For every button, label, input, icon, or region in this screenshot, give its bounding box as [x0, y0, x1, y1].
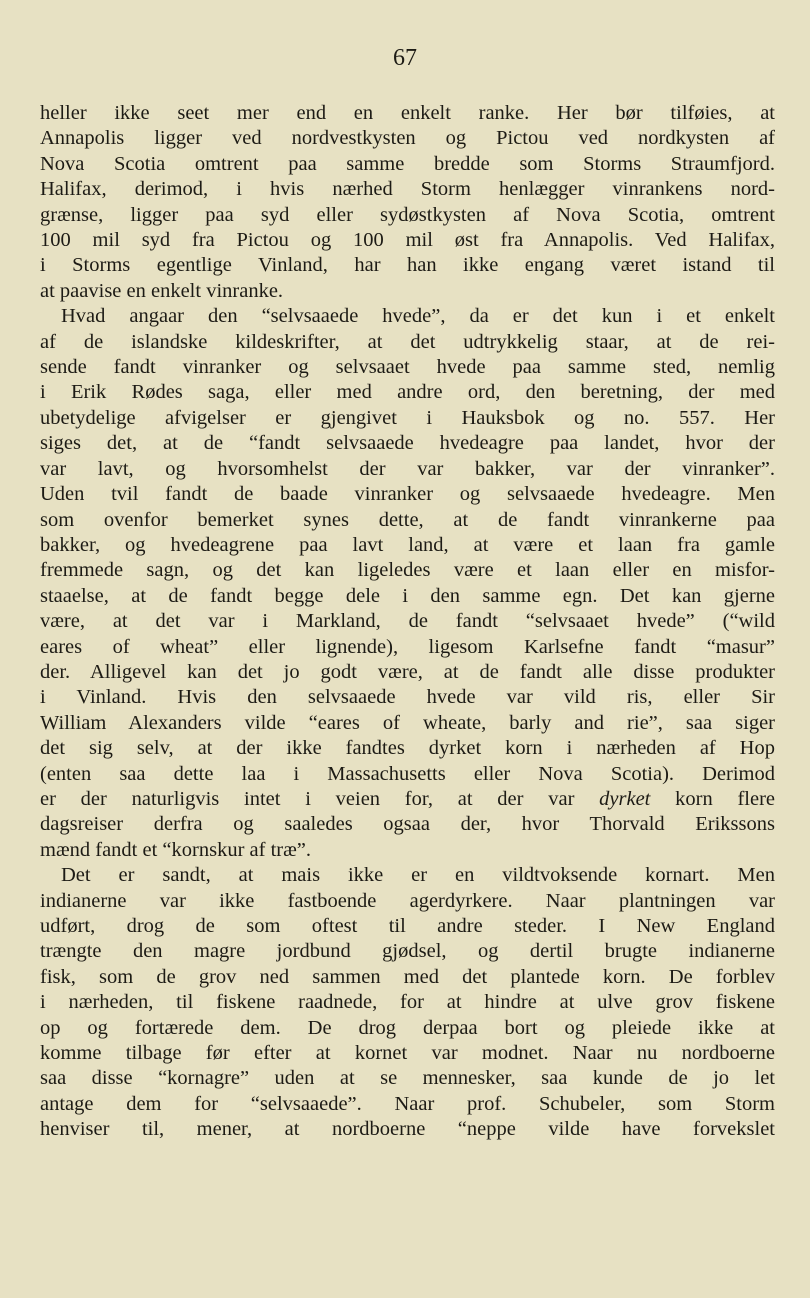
body-text [40, 101, 775, 1143]
text-line: grænse, ligger paa syd eller sydøstkysten af Nova Scotia, omtrent [40, 203, 775, 226]
paragraph-3 [40, 863, 775, 1142]
text-line-with-italic [40, 787, 775, 812]
text-line: det sig selv, at der ikke fandtes dyrket korn i nærheden af Hop [40, 737, 775, 760]
italic-word: dyrket [599, 787, 651, 810]
text-line: op og fortærede dem. De drog derpaa bort og pleiede ikke at [40, 1016, 775, 1039]
text-line: dagsreiser derfra og saaledes ogsaa der, hvor Thorvald Erikssons [40, 813, 775, 836]
text-line: udført, drog de som oftest til andre steder. I New England [40, 915, 775, 937]
text-line: Halifax, derimod, i hvis nærhed Storm henlægger vinrankens nord- [40, 178, 775, 201]
text-line: i nærheden, til fiskene raadnede, for at hindre at ulve grov fiskene [40, 991, 775, 1014]
page-number: 67 [393, 45, 417, 71]
text-line: heller ikke seet mer end en enkelt ranke. Her bør tilføies, at [40, 102, 775, 124]
text-line: trængte den magre jordbund gjødsel, og dertil brugte indianerne [40, 940, 775, 963]
text-line: fisk, som de grov ned sammen med det plantede korn. De forblev [40, 965, 775, 988]
text-line: der. Alligevel kan det jo godt være, at de fandt alle disse produkter [40, 660, 775, 683]
text-line: være, at det var i Markland, de fandt “selvsaaet hvede” (“wild [40, 610, 775, 633]
text-line: indianerne var ikke fastboende agerdyrkere. Naar plantningen var [40, 889, 775, 912]
text-line: William Alexanders vilde “eares of wheate, barly and rie”, saa siger [40, 711, 775, 734]
text-line: siges det, at de “fandt selvsaaede hvedeagre paa landet, hvor der [40, 432, 775, 455]
text-line: i Vinland. Hvis den selvsaaede hvede var vild ris, eller Sir [40, 686, 775, 709]
text-line: fremmede sagn, og det kan ligeledes være et laan eller en misfor- [40, 559, 775, 582]
text-line: komme tilbage før efter at kornet var modnet. Naar nu nordboerne [40, 1042, 775, 1065]
paragraph-1 [40, 101, 775, 304]
text-line: Annapolis ligger ved nordvestkysten og Pictou ved nordkysten af [40, 127, 775, 150]
text-line: Uden tvil fandt de baade vinranker og selvsaaede hvedeagre. Men [40, 483, 775, 506]
text-line: var lavt, og hvorsomhelst der var bakker, var der vinranker”. [40, 457, 775, 480]
text-line: Det er sandt, at mais ikke er en vildtvoksende kornart. Men [61, 864, 775, 887]
text-line: mænd fandt et “kornskur af træ”. [40, 838, 311, 861]
text-fragment: er der naturligvis intet i veien for, at der var [40, 787, 600, 810]
text-line: Hvad angaar den “selvsaaede hvede”, da er det kun i et enkelt [61, 305, 775, 328]
text-line: staaelse, at de fandt begge dele i den samme egn. Det kan gjerne [40, 584, 775, 607]
text-line: i Storms egentlige Vinland, har han ikke engang været istand til [40, 254, 775, 277]
text-line: saa disse “kornagre” uden at se mennesker, saa kunde de jo let [40, 1067, 775, 1090]
text-line: (enten saa dette laa i Massachusetts eller Nova Scotia). Derimod [40, 762, 775, 785]
text-line: som ovenfor bemerket synes dette, at de fandt vinrankerne paa [40, 508, 775, 531]
text-line: antage dem for “selvsaaede”. Naar prof. Schubeler, som Storm [40, 1092, 775, 1115]
text-line: Nova Scotia omtrent paa samme bredde som Storms Straumfjord. [40, 152, 775, 175]
text-line: 100 mil syd fra Pictou og 100 mil øst fra Annapolis. Ved Halifax, [40, 229, 775, 252]
text-line: i Erik Rødes saga, eller med andre ord, den beretning, der med [40, 381, 775, 404]
text-line: henviser til, mener, at nordboerne “neppe vilde have forvekslet [40, 1118, 775, 1141]
text-fragment: korn flere [650, 787, 775, 810]
text-line: at paavise en enkelt vinranke. [40, 279, 284, 302]
text-line: sende fandt vinranker og selvsaaet hvede paa samme sted, nemlig [40, 356, 775, 379]
text-line: af de islandske kildeskrifter, at det udtrykkelig staar, at de rei- [40, 330, 775, 353]
text-line: eares of wheat” eller lignende), ligesom Karlsefne fandt “masur” [40, 635, 775, 658]
text-line: ubetydelige afvigelser er gjengivet i Hauksbok og no. 557. Her [40, 406, 775, 429]
text-line: bakker, og hvedeagrene paa lavt land, at være et laan fra gamle [40, 533, 775, 556]
paragraph-2 [40, 304, 775, 863]
